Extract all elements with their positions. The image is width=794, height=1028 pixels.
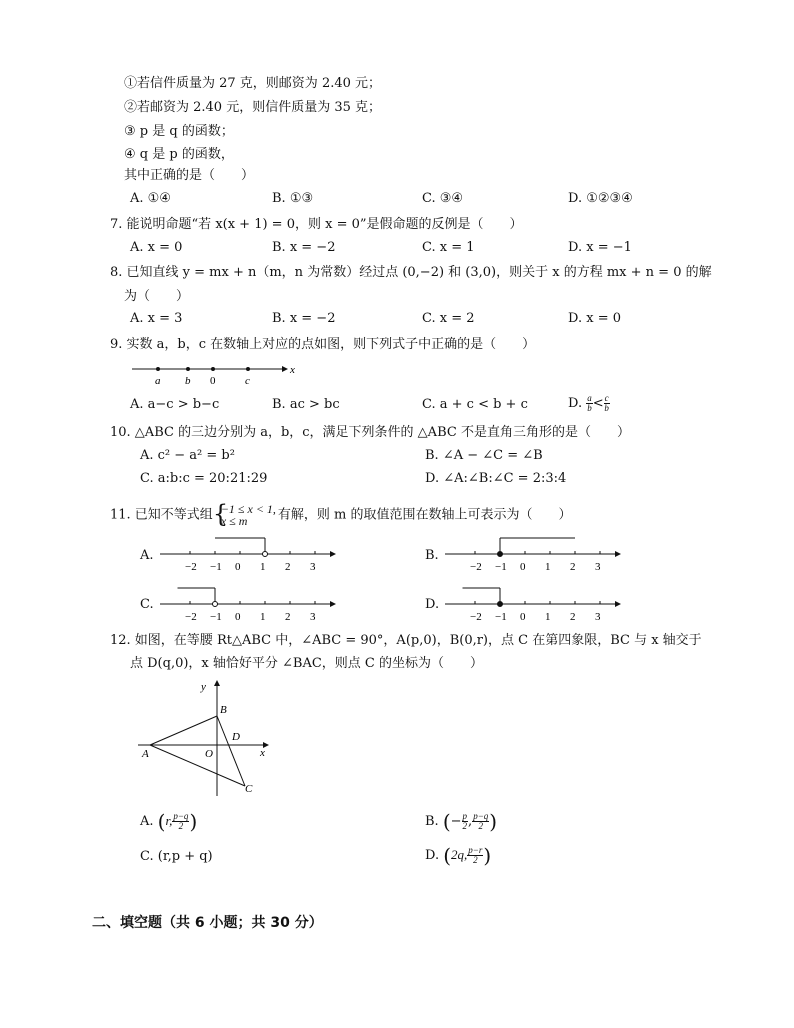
q11-number-line-b[interactable]	[445, 532, 625, 572]
q11-option-c-label[interactable]: C.	[140, 597, 154, 612]
axis-arrow	[330, 601, 336, 607]
q12-label-d: D	[232, 731, 240, 743]
q9-point-a	[156, 367, 160, 371]
q9-axis-arrow	[282, 366, 288, 372]
q12-b-num1: p	[462, 811, 468, 821]
axis-arrow	[330, 551, 336, 557]
q8-option-b[interactable]: B. x = −2	[272, 311, 336, 326]
range-endpoint	[263, 552, 268, 557]
q12-b-num2: p−q	[473, 811, 489, 821]
q11-number-line-c[interactable]	[160, 582, 340, 622]
tick-label: 2	[285, 611, 291, 622]
q12-a-den: 2	[178, 821, 184, 831]
q10-option-a[interactable]: A. c² − a² = b²	[140, 448, 235, 463]
q12-b-comma: ,	[468, 814, 473, 829]
q9-number-line	[130, 360, 300, 390]
q12-d-first: 2q,	[451, 847, 468, 862]
q12-d-den: 2	[473, 855, 478, 865]
q6-statement-2: ②若邮资为 2.40 元，则信件质量为 35 克；	[124, 100, 382, 115]
q9-label-x: x	[290, 364, 295, 376]
q12-label-y: y	[201, 681, 206, 693]
q6-option-c[interactable]: C. ③④	[422, 191, 464, 206]
tick-label: 1	[545, 611, 551, 622]
tick-label: 0	[235, 611, 241, 622]
axis-arrow	[615, 601, 621, 607]
tick-label: −1	[210, 611, 222, 622]
tick-label: 1	[260, 561, 266, 572]
q9-label-a: a	[155, 375, 161, 387]
q7-option-d[interactable]: D. x = −1	[568, 240, 632, 255]
q11-number-line-a[interactable]	[160, 532, 340, 572]
q11-stem	[110, 500, 572, 528]
tick-label: 2	[285, 561, 291, 572]
q12-b-minus: −	[450, 814, 462, 829]
q7-option-c[interactable]: C. x = 1	[422, 240, 475, 255]
q12-b-den2: 2	[478, 821, 483, 831]
tick-label: 1	[545, 561, 551, 572]
q11-option-d-label[interactable]: D.	[425, 597, 440, 612]
tick-label: −2	[185, 561, 197, 572]
q12-d-prefix: D.	[425, 848, 440, 863]
tick-label: 1	[260, 611, 266, 622]
q9-option-c[interactable]: C. a + c < b + c	[422, 397, 528, 412]
q10-option-b[interactable]: B. ∠A − ∠C = ∠B	[425, 448, 543, 463]
q9-point-c	[246, 367, 250, 371]
q9-d-den1: b	[587, 403, 592, 413]
range-endpoint	[498, 552, 503, 557]
tick-label: −2	[185, 611, 197, 622]
tick-label: −2	[470, 561, 482, 572]
q6-option-d[interactable]: D. ①②③④	[568, 191, 633, 206]
q9-option-a[interactable]: A. a−c > b−c	[130, 397, 220, 412]
q12-d-num: p−r	[468, 845, 483, 855]
tick-label: 3	[595, 561, 601, 572]
q12-side-ab	[150, 716, 217, 745]
range-endpoint	[498, 602, 503, 607]
q12-a-first: r,	[165, 813, 173, 828]
q10-option-c[interactable]: C. a:b:c = 20:21:29	[140, 471, 268, 486]
q11-stem-post: 有解，则 m 的取值范围在数轴上可表示为（ ）	[277, 507, 572, 523]
q12-y-arrow	[214, 680, 220, 686]
q9-option-b[interactable]: B. ac > bc	[272, 397, 340, 412]
section-2-heading: 二、填空题（共 6 小题；共 30 分）	[92, 915, 323, 931]
q8-option-d[interactable]: D. x = 0	[568, 311, 621, 326]
q11-number-line-d[interactable]	[445, 582, 625, 622]
tick-label: 0	[235, 561, 241, 572]
q12-stem-line1: 12. 如图，在等腰 Rt△ABC 中，∠ABC = 90°，A(p,0)，B(0,r)，点 C 在第四象限，BC 与 x 轴交于	[110, 633, 702, 648]
q12-a-num: p−q	[173, 811, 189, 821]
tick-label: 0	[520, 611, 526, 622]
q12-b-prefix: B.	[425, 814, 439, 829]
q12-label-a: A	[142, 748, 149, 760]
q12-a-prefix: A.	[140, 814, 154, 829]
axis-arrow	[615, 551, 621, 557]
q7-option-a[interactable]: A. x = 0	[130, 240, 183, 255]
tick-label: −1	[495, 561, 507, 572]
q8-stem-line2: 为（ ）	[124, 289, 190, 304]
q12-stem-line2: 点 D(q,0)，x 轴恰好平分 ∠BAC，则点 C 的坐标为（ ）	[130, 656, 484, 671]
q11-stem-pre: 11. 已知不等式组	[110, 507, 213, 523]
q11-system-line1: −1 ≤ x < 1,	[220, 502, 276, 516]
q12-option-a[interactable]: A. (r, $\frac{p-q}{2}$ )	[140, 809, 198, 834]
q6-statement-4: ④ q 是 p 的函数，	[124, 147, 234, 162]
q9-d-num2: c	[604, 393, 609, 403]
q8-option-c[interactable]: C. x = 2	[422, 311, 475, 326]
q6-prompt: 其中正确的是（ ）	[124, 168, 255, 183]
range-endpoint	[213, 602, 218, 607]
tick-label: 2	[570, 561, 576, 572]
q9-label-zero: 0	[210, 375, 216, 387]
q9-point-b	[186, 367, 190, 371]
tick-label: 3	[595, 611, 601, 622]
q12-option-c[interactable]: C. (r,p + q)	[140, 849, 213, 864]
tick-label: −2	[470, 611, 482, 622]
q6-option-a[interactable]: A. ①④	[130, 191, 171, 206]
q7-option-b[interactable]: B. x = −2	[272, 240, 336, 255]
q7-stem: 7. 能说明命题“若 x(x + 1) = 0，则 x = 0”是假命题的反例是（ ）	[110, 217, 523, 232]
q9-point-zero	[211, 367, 215, 371]
tick-label: 3	[310, 611, 316, 622]
tick-label: −1	[495, 611, 507, 622]
q6-statement-1: ①若信件质量为 27 克，则邮资为 2.40 元；	[124, 76, 382, 91]
q12-b-den1: 2	[462, 821, 468, 831]
q9-option-d[interactable]	[568, 394, 610, 413]
q6-option-b[interactable]: B. ①③	[272, 191, 314, 206]
q8-stem-line1: 8. 已知直线 y = mx + n（m，n 为常数）经过点 (0,−2) 和 (3,0)，则关于 x 的方程 mx + n = 0 的解	[110, 265, 712, 280]
q8-option-a[interactable]: A. x = 3	[130, 311, 183, 326]
q6-statement-3: ③ p 是 q 的函数；	[124, 124, 234, 139]
q12-label-b: B	[220, 704, 227, 716]
q10-stem: 10. △ABC 的三边分别为 a，b，c，满足下列条件的 △ABC 不是直角三角形的是（ ）	[110, 425, 630, 440]
q11-option-b-label[interactable]: B.	[425, 548, 439, 563]
tick-label: 0	[520, 561, 526, 572]
q12-label-x: x	[260, 747, 265, 759]
q12-label-c: C	[245, 783, 253, 795]
q12-option-d[interactable]: D. (2q, $\frac{p-r}{2}$ )	[425, 843, 492, 868]
q9-d-num1: a	[587, 393, 592, 403]
q9-label-b: b	[185, 375, 191, 387]
q9-d-op: <	[592, 396, 604, 411]
q11-system-line2: x ≤ m	[220, 514, 248, 528]
q9-label-c: c	[245, 375, 250, 387]
q11-system	[212, 500, 276, 528]
q12-figure	[135, 678, 275, 798]
q12-option-b[interactable]: B. (− $\frac{p}{2}$ , $\frac{p-q}{2}$ )	[425, 809, 498, 834]
q9-stem: 9. 实数 a，b，c 在数轴上对应的点如图，则下列式子中正确的是（ ）	[110, 337, 536, 352]
q11-brace: {	[212, 500, 229, 528]
q9-option-d-prefix: D.	[568, 396, 587, 411]
tick-label: −1	[210, 561, 222, 572]
q9-d-den2: b	[604, 403, 609, 413]
q10-option-d[interactable]: D. ∠A:∠B:∠C = 2:3:4	[425, 471, 567, 486]
q12-label-o: O	[205, 748, 213, 760]
tick-label: 2	[570, 611, 576, 622]
q11-option-a-label[interactable]: A.	[140, 548, 154, 563]
tick-label: 3	[310, 561, 316, 572]
